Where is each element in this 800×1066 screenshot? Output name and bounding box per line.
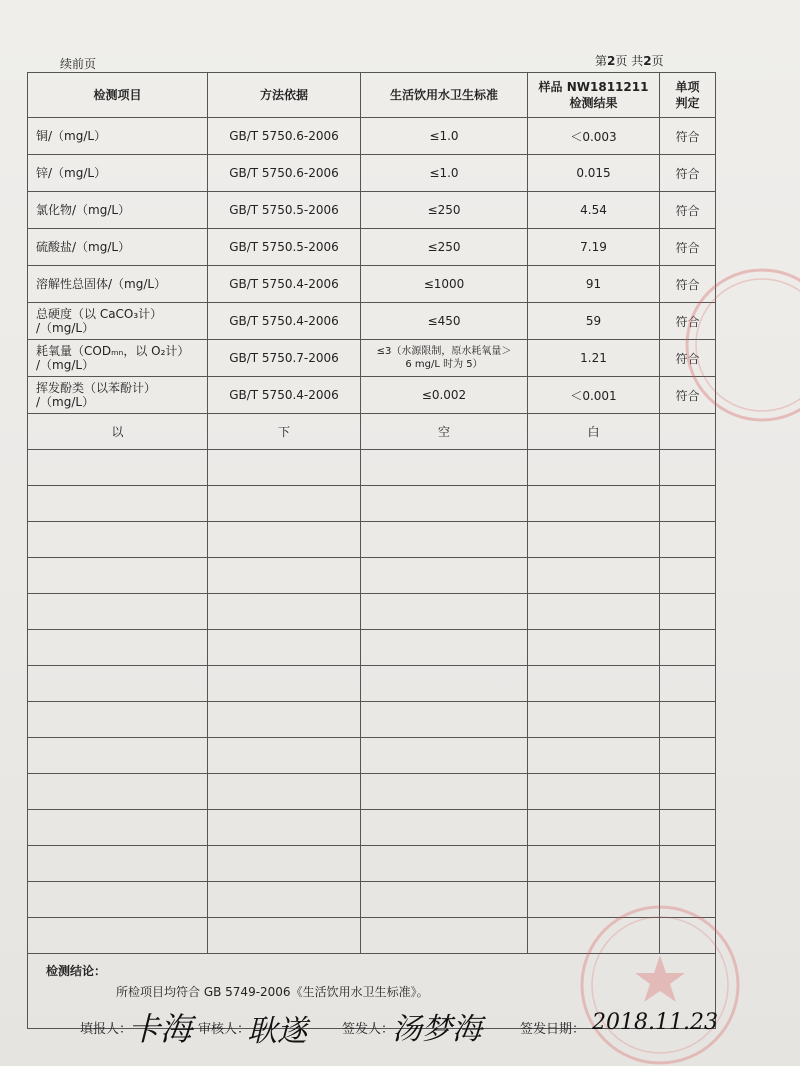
row-standard: ≤1.0: [361, 155, 528, 192]
row-result: ＜0.001: [528, 377, 660, 414]
red-seal-stamp: [687, 270, 800, 420]
blank-marker-char: 白: [528, 414, 660, 450]
row-item: 挥发酚类（以苯酚计） /（mg/L）: [28, 377, 208, 414]
reviewer-signature: 耿遂: [247, 1014, 307, 1049]
row-judge: 符合: [660, 192, 716, 229]
row-judge: 符合: [660, 266, 716, 303]
seal-star-icon: [635, 955, 685, 1002]
issue-date-signature: 2018.11.23: [592, 1010, 718, 1035]
row-result: ＜0.003: [528, 118, 660, 155]
blank-marker-char: 下: [208, 414, 361, 450]
row-result: 4.54: [528, 192, 660, 229]
row-result: 91: [528, 266, 660, 303]
red-seal-stamp-inner: [696, 279, 800, 411]
row-item: 铜/（mg/L）: [28, 118, 208, 155]
row-item: 硫酸盐/（mg/L）: [28, 229, 208, 266]
reviewer-label: 审核人：: [198, 1022, 251, 1037]
row-result: 7.19: [528, 229, 660, 266]
issuer-label: 签发人：: [342, 1022, 395, 1037]
row-method: GB/T 5750.4-2006: [208, 266, 361, 303]
page-info: 第2页 共2页: [595, 54, 664, 68]
row-result: 59: [528, 303, 660, 340]
conclusion-text: 所检项目均符合 GB 5749-2006《生活饮用水卫生标准》。: [116, 985, 429, 999]
row-judge: 符合: [660, 155, 716, 192]
issuer-signature: 汤梦海: [392, 1012, 482, 1047]
signature-row: [0, 1010, 800, 1050]
row-item: 锌/（mg/L）: [28, 155, 208, 192]
row-judge: 符合: [660, 118, 716, 155]
row-judge: 符合: [660, 340, 716, 377]
row-standard: ≤250: [361, 192, 528, 229]
row-standard: ≤250: [361, 229, 528, 266]
row-method: GB/T 5750.4-2006: [208, 377, 361, 414]
row-method: GB/T 5750.4-2006: [208, 303, 361, 340]
col-header-method: 方法依据: [208, 73, 361, 118]
row-standard: ≤3（水源限制，原水耗氧量＞ 6 mg/L 时为 5）: [361, 340, 528, 377]
row-item: 耗氧量（CODₘₙ，以 O₂计） /（mg/L）: [28, 340, 208, 377]
filler-label: 填报人：: [80, 1022, 133, 1037]
continued-label: 续前页: [60, 57, 97, 71]
filler-signature: 卡海: [128, 1010, 193, 1048]
row-method: GB/T 5750.5-2006: [208, 192, 361, 229]
conclusion-title: 检测结论：: [46, 964, 107, 978]
row-standard: ≤1000: [361, 266, 528, 303]
row-method: GB/T 5750.6-2006: [208, 155, 361, 192]
row-result: 1.21: [528, 340, 660, 377]
col-header-item: 检测项目: [28, 73, 208, 118]
blank-marker-char: 空: [361, 414, 528, 450]
row-standard: ≤450: [361, 303, 528, 340]
row-standard: ≤1.0: [361, 118, 528, 155]
row-item: 氯化物/（mg/L）: [28, 192, 208, 229]
issue-date-label: 签发日期：: [520, 1022, 586, 1037]
col-header-judge: 单项 判定: [660, 73, 716, 118]
row-standard: ≤0.002: [361, 377, 528, 414]
row-method: GB/T 5750.5-2006: [208, 229, 361, 266]
col-header-standard: 生活饮用水卫生标准: [361, 73, 528, 118]
row-judge: 符合: [660, 229, 716, 266]
row-judge: 符合: [660, 377, 716, 414]
row-judge: 符合: [660, 303, 716, 340]
row-result: 0.015: [528, 155, 660, 192]
row-method: GB/T 5750.7-2006: [208, 340, 361, 377]
row-item: 总硬度（以 CaCO₃计） /（mg/L）: [28, 303, 208, 340]
row-method: GB/T 5750.6-2006: [208, 118, 361, 155]
col-header-result: 样品 NW1811211 检测结果: [528, 73, 660, 118]
row-item: 溶解性总固体/（mg/L）: [28, 266, 208, 303]
blank-marker-char: 以: [28, 414, 208, 450]
